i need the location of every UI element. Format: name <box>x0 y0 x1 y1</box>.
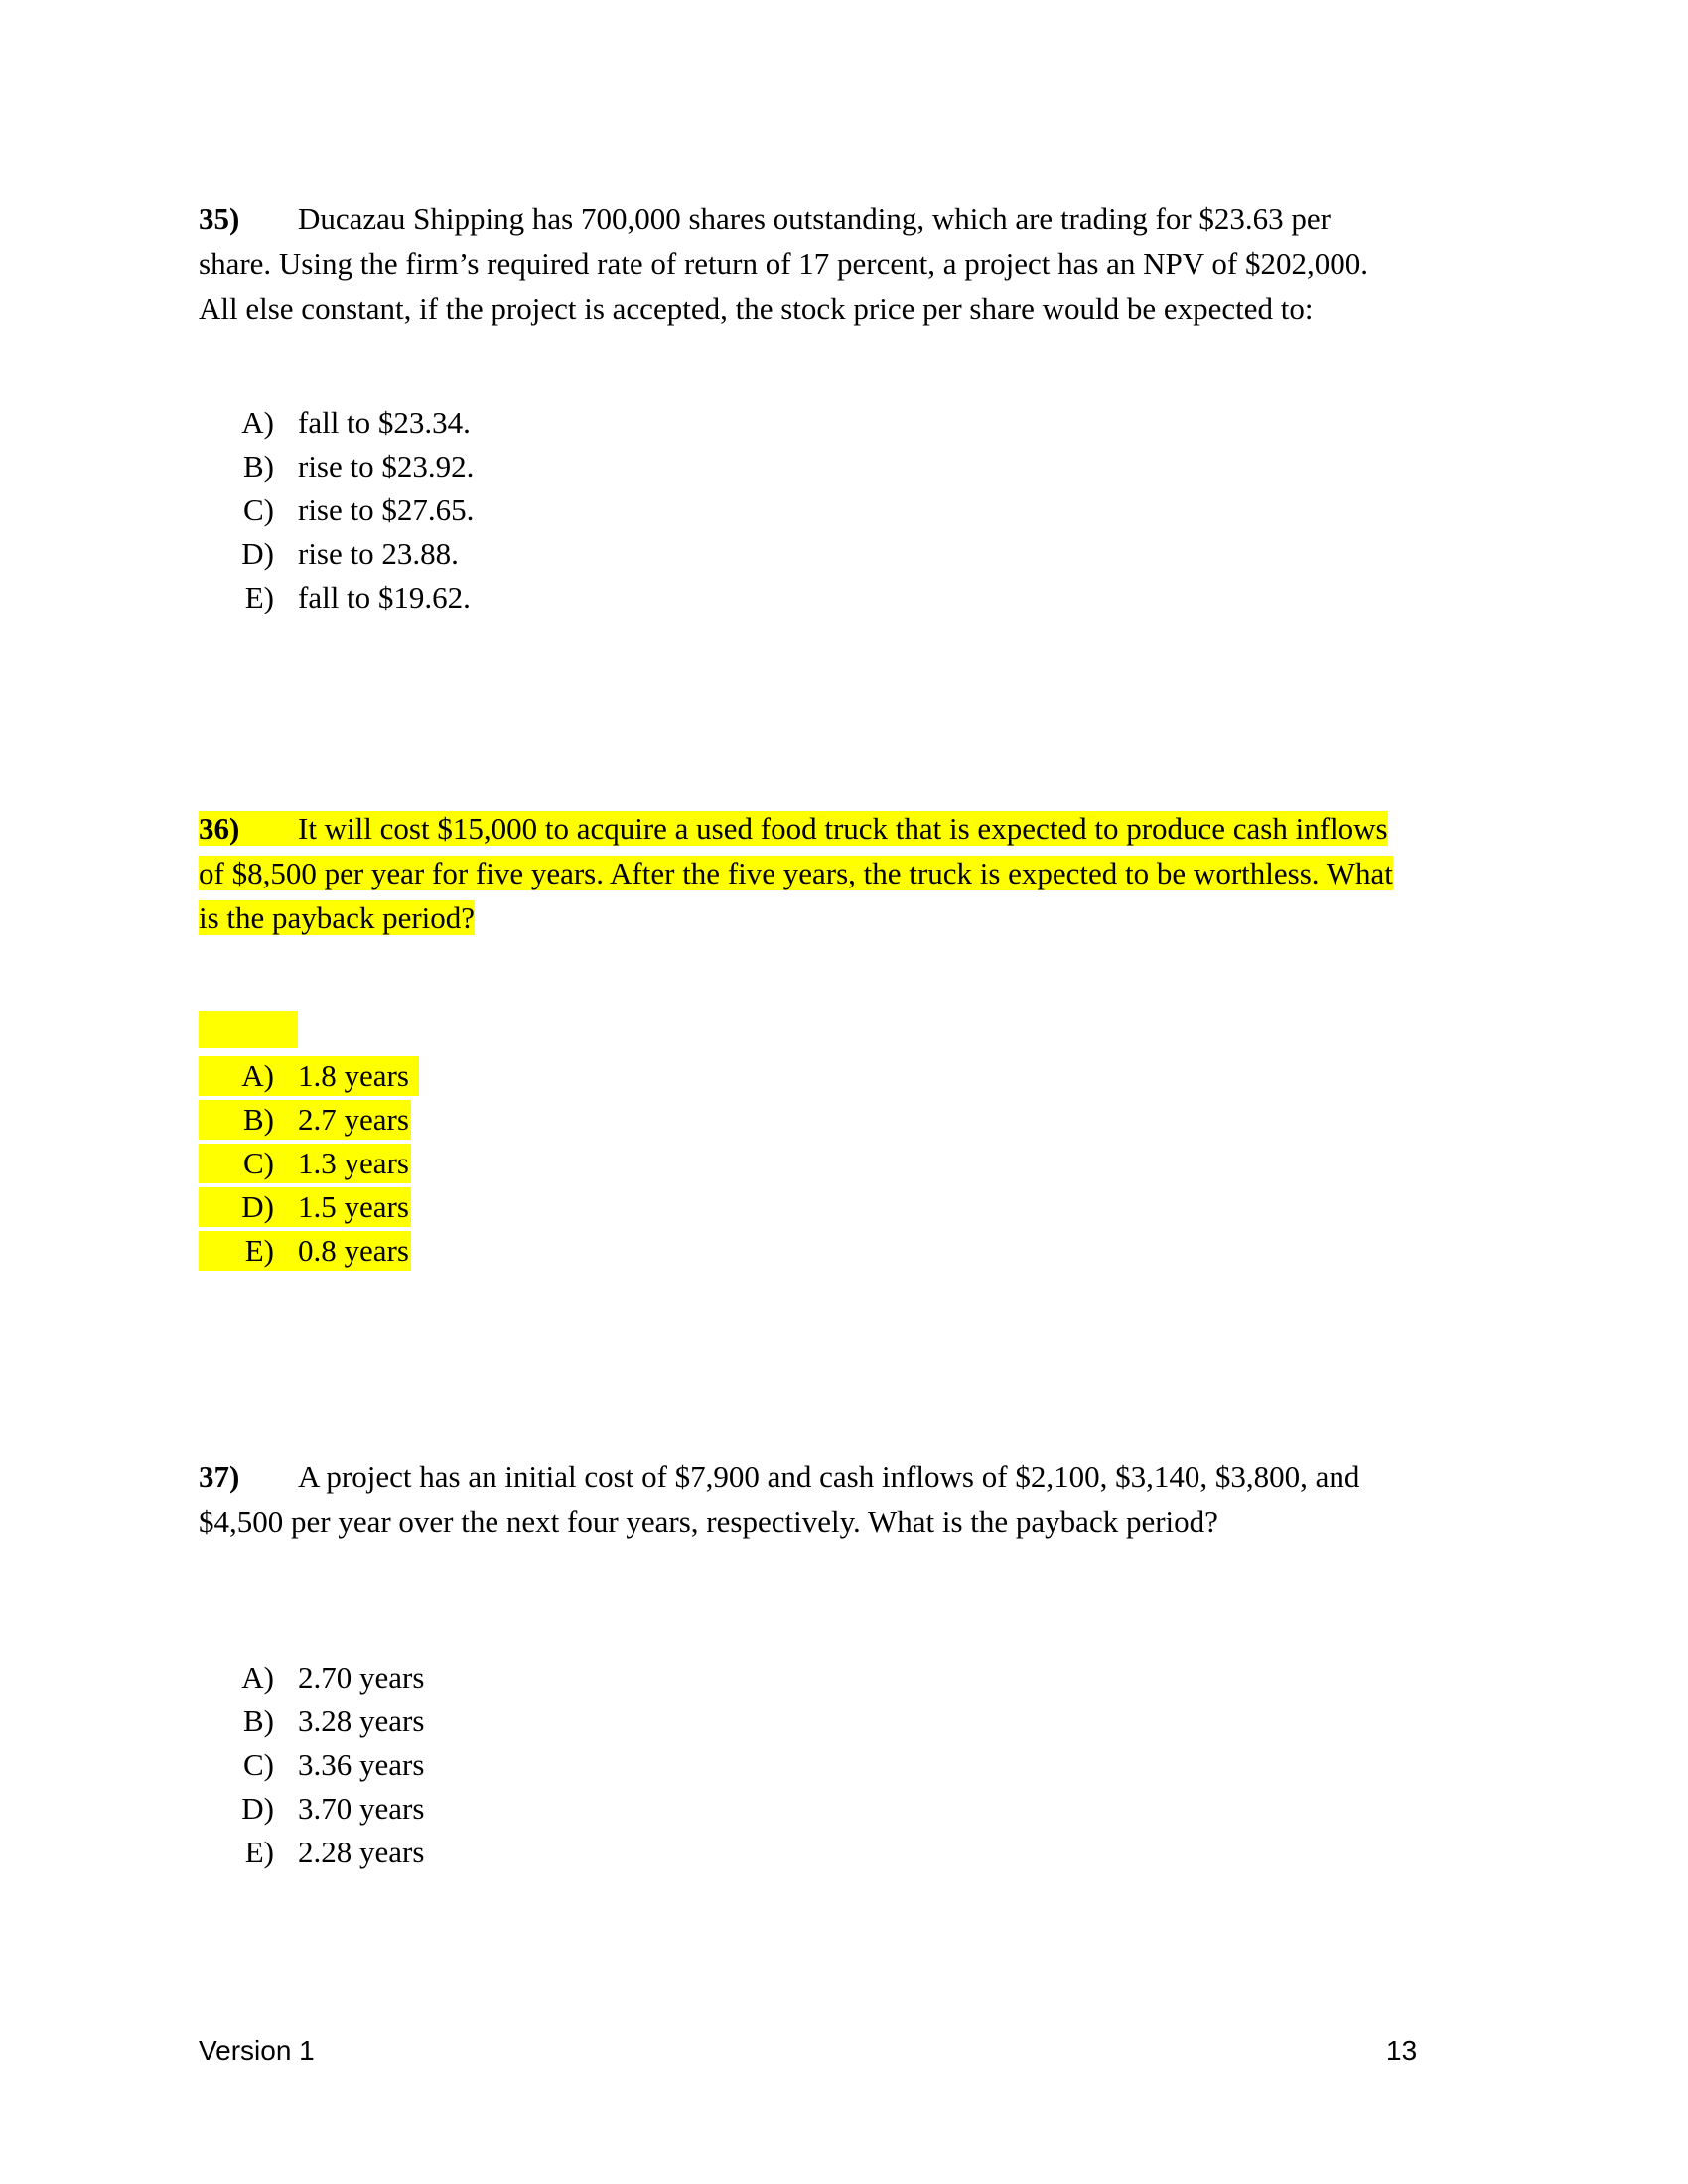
question-text: Ducazau Shipping has 700,000 shares outstanding, which are trading for $23.63 per <box>298 202 1331 236</box>
question-line <box>199 197 1489 241</box>
choice-letter: A) <box>241 1660 274 1695</box>
question-37-stem <box>199 1454 1489 1544</box>
choice-text: fall to $19.62. <box>298 580 471 614</box>
answer-choice <box>199 1229 419 1273</box>
question-line: $4,500 per year over the next four years, respectively. What is the payback period? <box>199 1504 1218 1539</box>
choice-letter: E) <box>244 580 274 614</box>
choice-text: 2.7 years <box>298 1102 409 1137</box>
choice-letter: B) <box>243 1704 274 1738</box>
question-line: share. Using the firm’s required rate of return of 17 percent, a project has an NPV of $202,000. <box>199 246 1368 281</box>
question-37-choices <box>199 1656 424 1874</box>
choice-text: rise to 23.88. <box>298 536 459 571</box>
choice-text: 1.3 years <box>298 1146 409 1180</box>
choice-letter: C) <box>243 492 274 527</box>
choice-text: 0.8 years <box>298 1233 409 1268</box>
highlighted-text: of $8,500 per year for five years. After the five years, the truck is expected to be worthless. What <box>199 856 1393 890</box>
answer-choice <box>199 1656 424 1700</box>
choice-letter: B) <box>243 1102 274 1137</box>
question-36-choices <box>199 1011 419 1273</box>
footer-page-number: 13 <box>1386 2035 1418 2066</box>
choice-text: rise to $27.65. <box>298 492 475 527</box>
choice-letter: A) <box>241 405 274 440</box>
choice-text: 1.8 years <box>298 1058 409 1093</box>
answer-choice <box>199 1700 424 1743</box>
question-text: It will cost $15,000 to acquire a used food truck that is expected to produce cash inflows <box>298 811 1388 846</box>
highlighted-text <box>199 1100 411 1140</box>
highlighted-text <box>199 1187 411 1227</box>
question-line <box>199 895 1489 940</box>
choice-text: 1.5 years <box>298 1189 409 1224</box>
footer-version: Version 1 <box>199 2035 315 2066</box>
answer-choice <box>199 1054 419 1098</box>
answer-choice <box>199 1142 419 1185</box>
choice-letter: D) <box>241 1791 274 1826</box>
question-36-stem <box>199 806 1489 940</box>
answer-choice <box>199 488 474 532</box>
highlight-block <box>199 1011 298 1048</box>
choice-text: 3.70 years <box>298 1791 425 1826</box>
choice-text: 2.28 years <box>298 1835 425 1869</box>
choice-text: fall to $23.34. <box>298 405 471 440</box>
choice-letter: B) <box>243 449 274 483</box>
choice-text: rise to $23.92. <box>298 449 475 483</box>
choice-letter: E) <box>244 1835 274 1869</box>
question-number: 35) <box>199 202 240 236</box>
highlighted-text <box>199 1144 411 1183</box>
answer-choice <box>199 1787 424 1831</box>
choice-text: 2.70 years <box>298 1660 425 1695</box>
answer-choice <box>199 576 474 619</box>
answer-choice <box>199 445 474 488</box>
highlighted-text <box>199 1056 419 1096</box>
answer-choice <box>199 532 474 576</box>
question-line <box>199 851 1489 895</box>
answer-choice <box>199 1185 419 1229</box>
highlighted-text <box>199 811 1388 846</box>
choice-letter: A) <box>241 1058 274 1093</box>
question-text: A project has an initial cost of $7,900 and cash inflows of $2,100, $3,140, $3,800, and <box>298 1459 1360 1494</box>
choice-text: 3.36 years <box>298 1747 425 1782</box>
question-number: 37) <box>199 1459 240 1494</box>
choice-letter: C) <box>243 1747 274 1782</box>
answer-choice <box>199 1743 424 1787</box>
choice-letter: D) <box>241 536 274 571</box>
question-35-choices <box>199 401 474 619</box>
choice-letter: D) <box>241 1189 274 1224</box>
question-line <box>199 1454 1489 1499</box>
highlighted-text: is the payback period? <box>199 900 476 935</box>
answer-choice <box>199 1098 419 1142</box>
choice-text: 3.28 years <box>298 1704 425 1738</box>
question-line: All else constant, if the project is accepted, the stock price per share would be expected to: <box>199 291 1314 326</box>
answer-choice <box>199 1831 424 1874</box>
answer-choice <box>199 401 474 445</box>
question-number: 36) <box>199 811 240 846</box>
choice-letter: C) <box>243 1146 274 1180</box>
question-35-stem <box>199 197 1489 331</box>
choice-letter: E) <box>244 1233 274 1268</box>
question-line <box>199 806 1489 851</box>
highlighted-text <box>199 1231 411 1271</box>
